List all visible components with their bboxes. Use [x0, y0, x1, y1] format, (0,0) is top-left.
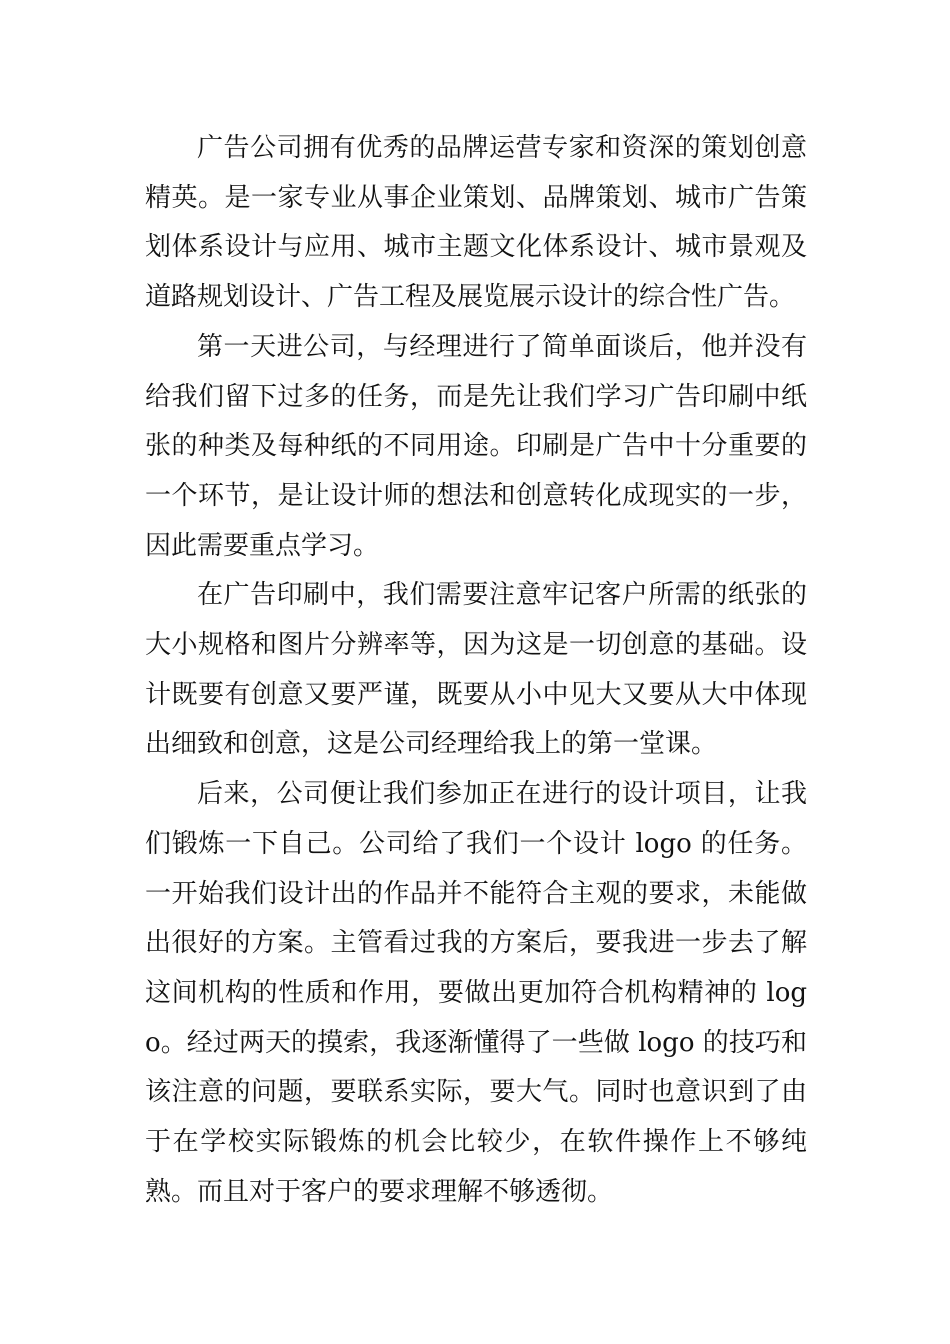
paragraph-logo-project: 后来，公司便让我们参加正在进行的设计项目，让我们锻炼一下自己。公司给了我们一个设计 logo 的任务。一开始我们设计出的作品并不能符合主观的要求，未能做出很好的方案。主管看过我的方案后，要我进一步去了解这间机构的性质和作用，要做出更加符合机构精神的 logo。经过两天的摸索，我逐渐懂得了一些做 logo 的技巧和该注意的问题，要联系实际，要大气。同时也意识到了由于在学校实际锻炼的机会比较少，在软件操作上不够纯熟。而且对于客户的要求理解不够透彻。 [145, 779, 807, 1207]
document-body [145, 124, 807, 1217]
paragraph-first-day: 第一天进公司，与经理进行了简单面谈后，他并没有给我们留下过多的任务，而是先让我们学习广告印刷中纸张的种类及每种纸的不同用途。印刷是广告中十分重要的一个环节，是让设计师的想法和创意转化成现实的一步，因此需要重点学习。 [145, 331, 807, 561]
paragraph-printing: 在广告印刷中，我们需要注意牢记客户所需的纸张的大小规格和图片分辨率等，因为这是一切创意的基础。设计既要有创意又要严谨，既要从小中见大又要从大中体现出细致和创意，这是公司经理给我上的第一堂课。 [145, 580, 807, 760]
paragraph-company-intro: 广告公司拥有优秀的品牌运营专家和资深的策划创意精英。是一家专业从事企业策划、品牌策划、城市广告策划体系设计与应用、城市主题文化体系设计、城市景观及道路规划设计、广告工程及展览展示设计的综合性广告。 [145, 133, 807, 313]
